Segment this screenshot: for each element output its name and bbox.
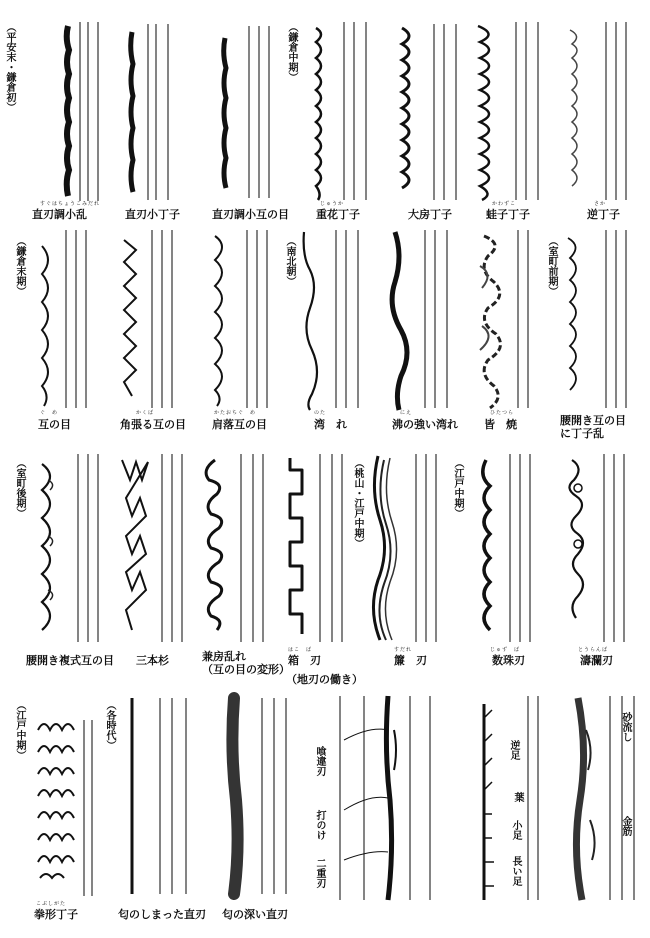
period-edo-mid-2: （江戸中期）	[14, 700, 25, 760]
hamon-4-6	[560, 690, 648, 905]
hamon-drawing	[18, 18, 104, 203]
annotation-yo: 葉	[512, 792, 523, 802]
hamon-1-2	[112, 18, 198, 203]
hamon-drawing	[210, 690, 300, 900]
label-3-4: 箱 刃	[288, 654, 321, 667]
hamon-drawing	[364, 450, 450, 645]
hamon-3-7	[560, 450, 646, 645]
label-1-5: 大房丁子	[408, 208, 452, 221]
label-3-3-line1: 兼房乱れ	[202, 650, 246, 663]
annotation-sunagashi: 砂流し	[620, 712, 631, 742]
hamon-2-1	[28, 226, 114, 411]
label-2-6: 皆 焼	[484, 418, 517, 431]
hamon-drawing	[118, 690, 208, 900]
label-1-2: 直刃小丁子	[125, 208, 180, 221]
label-1-4: 重花丁子	[316, 208, 360, 221]
label-3-2: 三本杉	[136, 654, 169, 667]
hamon-2-3	[205, 226, 291, 411]
label-2-5: 沸の強い湾れ	[392, 418, 458, 431]
label-2-7-line2: に丁子乱	[560, 427, 604, 440]
hamon-drawing	[205, 18, 291, 203]
ruby-1-4: じゅうか	[320, 201, 345, 207]
label-3-5: 簾 刃	[394, 654, 427, 667]
period-kamakura-mid: （鎌倉中期）	[286, 22, 297, 82]
annotation-nagaashi: 長い足	[510, 856, 521, 886]
hamon-drawing	[560, 18, 646, 203]
hamon-drawing	[470, 18, 556, 203]
hamon-drawing	[560, 226, 646, 411]
label-2-1: 互の目	[38, 418, 71, 431]
label-2-2: 角張る互の目	[120, 418, 186, 431]
hamon-1-1	[18, 18, 104, 203]
hamon-1-6	[470, 18, 556, 203]
hamon-2-7	[560, 226, 646, 411]
label-4-3: 匂の深い直刃	[222, 908, 288, 921]
ruby-3-7: とうらんば	[578, 647, 609, 653]
hamon-3-3	[195, 450, 281, 645]
hamon-drawing	[112, 226, 198, 411]
hamon-drawing	[385, 226, 471, 411]
hamon-2-5	[385, 226, 471, 411]
hamon-drawing	[205, 226, 291, 411]
label-2-3: 肩落互の目	[212, 418, 267, 431]
hamon-3-6	[466, 450, 552, 645]
hamon-3-2	[112, 450, 198, 645]
ruby-3-6: じゅず ば	[490, 647, 521, 653]
hamon-1-7	[560, 18, 646, 203]
ruby-4-1: こぶしがた	[36, 901, 67, 907]
period-nanbokucho: （南北朝）	[284, 236, 295, 286]
hamon-1-3	[205, 18, 291, 203]
annotation-uchinoke: 打のけ	[314, 810, 325, 840]
hamon-drawing	[112, 18, 198, 203]
hamon-3-5	[364, 450, 450, 645]
period-heian: （平安末・鎌倉初）	[4, 22, 15, 112]
label-3-3	[202, 650, 290, 676]
hamon-drawing	[28, 450, 114, 645]
hamon-drawing	[466, 450, 552, 645]
hamon-2-2	[112, 226, 198, 411]
hamon-1-4	[298, 18, 384, 203]
annotation-nijuba: 二重刃	[314, 858, 325, 888]
section-title: （地刃の働き）	[286, 673, 363, 686]
label-1-1: 直刃調小乱	[32, 208, 87, 221]
annotation-kinsuji: 金筋	[620, 816, 631, 836]
period-momoyama: （桃山・江戸中期）	[352, 458, 363, 548]
ruby-2-3: かたおちぐ め	[214, 410, 257, 416]
ruby-1-6: かわずこ	[492, 201, 517, 207]
annotation-koashi: 小足	[510, 820, 521, 840]
period-kamakura-end: （鎌倉末期）	[14, 236, 25, 296]
hamon-drawing	[300, 690, 470, 905]
ruby-2-4: のた	[314, 410, 327, 416]
period-edo-mid-1: （江戸中期）	[452, 458, 463, 518]
label-1-6: 蛙子丁子	[486, 208, 530, 221]
hamon-drawing	[390, 18, 476, 203]
annotation-sakaashi: 逆足	[508, 740, 519, 760]
label-1-7: 逆丁子	[587, 208, 620, 221]
label-4-2: 匂のしまった直刃	[118, 908, 206, 921]
ruby-2-1: ぐ め	[40, 410, 59, 416]
hamon-4-3	[210, 690, 300, 900]
ruby-1-7: さか	[594, 201, 607, 207]
hamon-4-2	[118, 690, 208, 900]
label-3-6: 数珠刃	[492, 654, 525, 667]
hamon-drawing	[195, 450, 281, 645]
period-all-eras: （各時代）	[104, 700, 115, 750]
label-3-7: 濤瀾刃	[580, 654, 613, 667]
annotation-kuichigaiba: 喰違刃	[314, 746, 325, 776]
ruby-1-1: すぐはちょうこみだれ	[40, 201, 101, 207]
hamon-drawing	[112, 450, 198, 645]
period-muromachi-early: （室町前期）	[546, 236, 557, 296]
hamon-drawing	[560, 450, 646, 645]
label-2-4: 湾 れ	[314, 418, 347, 431]
label-2-7	[560, 414, 626, 440]
hamon-1-5	[390, 18, 476, 203]
label-3-1: 腰開き複式互の目	[26, 654, 114, 667]
label-1-3: 直刃調小互の目	[212, 208, 289, 221]
hamon-2-4	[296, 226, 382, 411]
ruby-2-2: かくば	[136, 410, 155, 416]
label-4-1: 拳形丁子	[34, 908, 78, 921]
label-3-3-line2: （互の目の変形）	[202, 663, 290, 676]
ruby-3-4: はこ ば	[288, 647, 313, 653]
hamon-drawing	[296, 226, 382, 411]
hamon-drawing	[28, 226, 114, 411]
hamon-drawing	[560, 690, 648, 905]
ruby-3-5: すだれ	[394, 647, 413, 653]
period-muromachi-late: （室町後期）	[14, 458, 25, 518]
hamon-drawing	[298, 18, 384, 203]
hamon-3-1	[28, 450, 114, 645]
ruby-2-6: ひたつら	[490, 410, 515, 416]
ruby-2-5: にえ	[400, 410, 413, 416]
hamon-4-4	[300, 690, 470, 905]
label-2-7-line1: 腰開き互の目	[560, 414, 626, 427]
